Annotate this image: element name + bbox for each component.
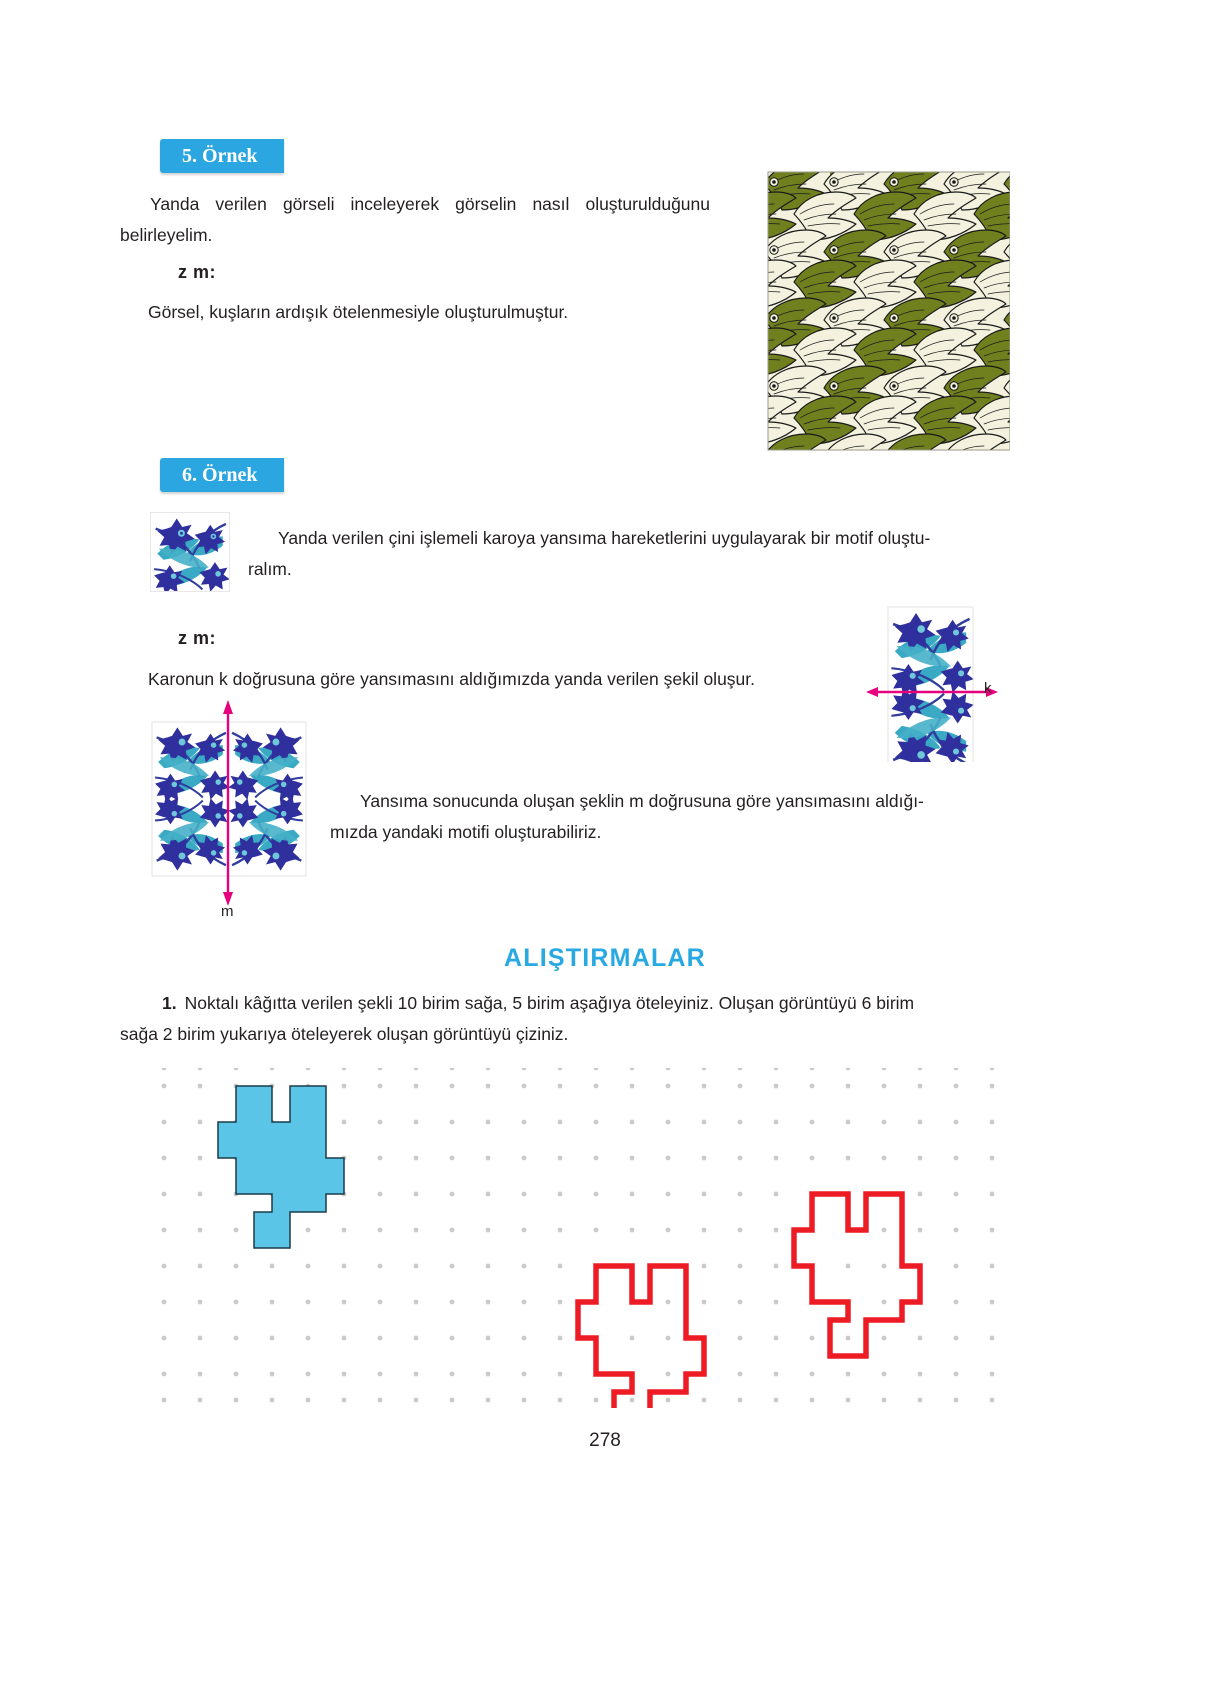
exercises-heading: ALIŞTIRMALAR <box>504 944 706 972</box>
example-6-solution-line1: Karonun k doğrusuna göre yansımasını aldığımızda yanda verilen şekil oluşur. <box>148 669 756 689</box>
example-5-tag-label: 5. Örnek <box>182 145 258 167</box>
example-5-question-text: Yanda verilen görseli inceleyerek görselin nasıl oluşturulduğunu belirleyelim. <box>120 194 710 245</box>
example-5-solution-text: Görsel, kuşların ardışık ötelenmesiyle oluşturulmuştur. <box>148 302 569 322</box>
exercise-1-text-line2: sağa 2 birim yukarıya öteleyerek oluşan görüntüyü çiziniz. <box>120 1024 569 1044</box>
example-6-question-line1: Yanda verilen çini işlemeli karoya yansıma hareketlerini uygulayarak bir motif oluştu- <box>278 528 931 548</box>
reflection-m-svg <box>150 700 330 915</box>
example-6-question-line2-wrap <box>248 554 1010 585</box>
example-6-solution-line2 <box>330 786 1012 817</box>
example-6-solution-line3: mızda yandaki motifi oluşturabiliriz. <box>330 822 602 842</box>
tile-upper <box>888 607 974 696</box>
dotted-grid-svg <box>150 1068 1030 1408</box>
line-m-label: m <box>221 903 234 920</box>
bird-tessellation-svg <box>712 156 1010 454</box>
example-5-tag <box>160 139 284 173</box>
original-shape <box>218 1086 344 1248</box>
example-6-tag-label: 6. Örnek <box>182 464 258 486</box>
cini-source-tile <box>150 512 230 592</box>
page-number: 278 <box>589 1430 621 1451</box>
reflection-m-figure <box>150 700 330 915</box>
example-5-solution-label: z m: <box>178 262 216 282</box>
bird-tessellation-figure <box>712 156 1010 454</box>
exercise-1-number: 1. <box>162 993 177 1013</box>
translated-shape-2 <box>794 1194 920 1356</box>
example-5-question <box>120 189 710 251</box>
dotted-paper-grid <box>150 1068 1030 1408</box>
example-6-tag <box>160 458 284 492</box>
example-6-solution-label: z m: <box>178 628 216 648</box>
translated-shape-1 <box>578 1266 704 1408</box>
line-k-label: k <box>984 680 992 697</box>
example-6-question-line2: ralım. <box>248 559 292 579</box>
exercise-1 <box>120 988 1020 1019</box>
example-6-question <box>248 523 1010 554</box>
example-6-solution-line2-text: Yansıma sonucunda oluşan şeklin m doğrusuna göre yansımasını aldığı- <box>360 791 924 811</box>
tile-lower-reflected <box>888 688 974 762</box>
cini-source-tile-svg <box>151 513 229 591</box>
exercise-1-text-line1: Noktalı kâğıtta verilen şekli 10 birim sağa, 5 birim aşağıya öteleyiniz. Oluşan görüntüyü 6 birim <box>184 993 915 1013</box>
